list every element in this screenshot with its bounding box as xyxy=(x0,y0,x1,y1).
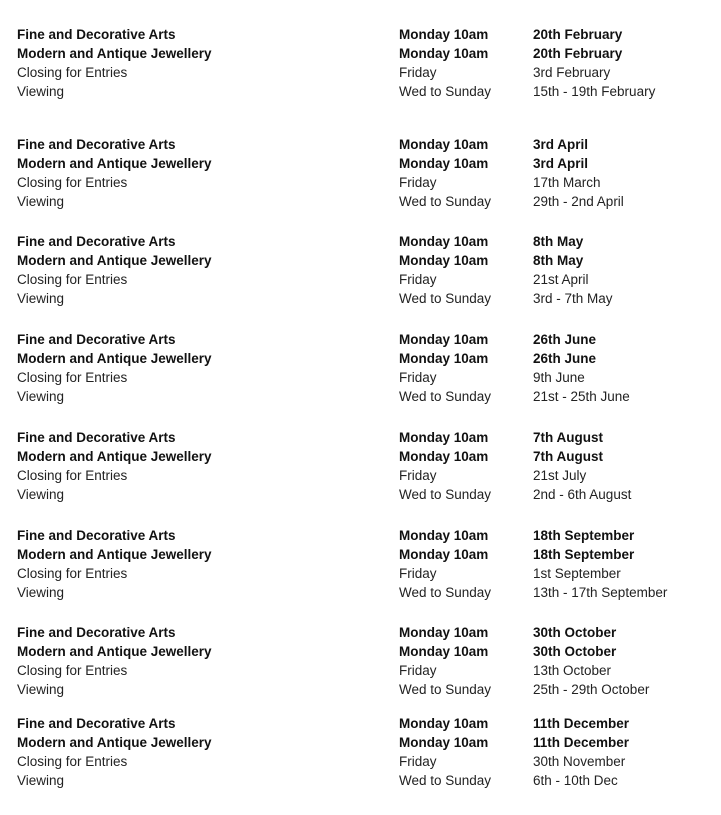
event-date: 21st April xyxy=(533,272,589,287)
event-label: Modern and Antique Jewellery xyxy=(17,449,212,464)
event-label: Viewing xyxy=(17,389,65,404)
event-label: Modern and Antique Jewellery xyxy=(17,735,212,750)
auction-block xyxy=(17,232,707,308)
event-date: 20th February xyxy=(533,46,623,61)
event-label: Modern and Antique Jewellery xyxy=(17,156,212,171)
fine-arts-sale-row xyxy=(17,25,707,44)
event-time: Friday xyxy=(399,663,437,678)
event-date: 8th May xyxy=(533,253,584,268)
auction-block xyxy=(17,526,707,602)
event-label: Fine and Decorative Arts xyxy=(17,234,176,249)
viewing-row xyxy=(17,680,707,699)
auction-block xyxy=(17,25,707,101)
event-date: 1st September xyxy=(533,566,621,581)
event-date: 30th October xyxy=(533,625,617,640)
event-date: 3rd April xyxy=(533,156,589,171)
event-time: Monday 10am xyxy=(399,46,489,61)
event-label: Modern and Antique Jewellery xyxy=(17,351,212,366)
event-date: 7th August xyxy=(533,430,603,445)
event-time: Monday 10am xyxy=(399,625,489,640)
event-label: Closing for Entries xyxy=(17,468,128,483)
event-time: Monday 10am xyxy=(399,430,489,445)
event-time: Monday 10am xyxy=(399,234,489,249)
event-date: 13th October xyxy=(533,663,612,678)
event-time: Monday 10am xyxy=(399,253,489,268)
event-time: Monday 10am xyxy=(399,716,489,731)
event-time: Friday xyxy=(399,175,437,190)
event-label: Fine and Decorative Arts xyxy=(17,625,176,640)
event-time: Wed to Sunday xyxy=(399,773,492,788)
jewellery-sale-row xyxy=(17,251,707,270)
event-date: 30th November xyxy=(533,754,626,769)
event-label: Viewing xyxy=(17,194,65,209)
event-time: Wed to Sunday xyxy=(399,682,492,697)
closing-entries-row xyxy=(17,752,707,771)
event-date: 18th September xyxy=(533,547,635,562)
event-date: 11th December xyxy=(533,735,630,750)
fine-arts-sale-row xyxy=(17,232,707,251)
event-label: Viewing xyxy=(17,84,65,99)
fine-arts-sale-row xyxy=(17,135,707,154)
event-time: Monday 10am xyxy=(399,137,489,152)
event-date: 3rd February xyxy=(533,65,611,80)
event-date: 11th December xyxy=(533,716,630,731)
closing-entries-row xyxy=(17,63,707,82)
event-label: Modern and Antique Jewellery xyxy=(17,644,212,659)
viewing-row xyxy=(17,771,707,790)
event-label: Closing for Entries xyxy=(17,175,128,190)
viewing-row xyxy=(17,82,707,101)
fine-arts-sale-row xyxy=(17,714,707,733)
event-date: 26th June xyxy=(533,351,597,366)
event-label: Fine and Decorative Arts xyxy=(17,332,176,347)
closing-entries-row xyxy=(17,173,707,192)
viewing-row xyxy=(17,583,707,602)
jewellery-sale-row xyxy=(17,447,707,466)
event-label: Fine and Decorative Arts xyxy=(17,716,176,731)
viewing-row xyxy=(17,387,707,406)
event-time: Friday xyxy=(399,468,437,483)
event-time: Friday xyxy=(399,272,437,287)
auction-block xyxy=(17,135,707,211)
jewellery-sale-row xyxy=(17,44,707,63)
event-date: 3rd April xyxy=(533,137,589,152)
viewing-row xyxy=(17,485,707,504)
event-label: Viewing xyxy=(17,291,65,306)
event-date: 9th June xyxy=(533,370,585,385)
event-label: Closing for Entries xyxy=(17,663,128,678)
event-time: Monday 10am xyxy=(399,547,489,562)
event-date: 7th August xyxy=(533,449,603,464)
event-label: Viewing xyxy=(17,773,65,788)
auction-block xyxy=(17,623,707,699)
closing-entries-row xyxy=(17,270,707,289)
jewellery-sale-row xyxy=(17,545,707,564)
event-label: Viewing xyxy=(17,585,65,600)
event-date: 3rd - 7th May xyxy=(533,291,613,306)
event-date: 15th - 19th February xyxy=(533,84,656,99)
fine-arts-sale-row xyxy=(17,526,707,545)
event-date: 2nd - 6th August xyxy=(533,487,632,502)
event-time: Wed to Sunday xyxy=(399,585,492,600)
fine-arts-sale-row xyxy=(17,428,707,447)
event-time: Monday 10am xyxy=(399,735,489,750)
viewing-row xyxy=(17,192,707,211)
event-date: 30th October xyxy=(533,644,617,659)
event-label: Closing for Entries xyxy=(17,754,128,769)
jewellery-sale-row xyxy=(17,349,707,368)
event-time: Monday 10am xyxy=(399,156,489,171)
event-time: Monday 10am xyxy=(399,332,489,347)
auction-block xyxy=(17,428,707,504)
fine-arts-sale-row xyxy=(17,330,707,349)
event-label: Closing for Entries xyxy=(17,272,128,287)
event-time: Monday 10am xyxy=(399,351,489,366)
event-date: 21st - 25th June xyxy=(533,389,630,404)
event-date: 8th May xyxy=(533,234,584,249)
event-label: Modern and Antique Jewellery xyxy=(17,46,212,61)
event-date: 25th - 29th October xyxy=(533,682,650,697)
event-label: Closing for Entries xyxy=(17,566,128,581)
closing-entries-row xyxy=(17,466,707,485)
event-time: Monday 10am xyxy=(399,27,489,42)
jewellery-sale-row xyxy=(17,154,707,173)
event-time: Wed to Sunday xyxy=(399,84,492,99)
event-time: Monday 10am xyxy=(399,449,489,464)
event-label: Fine and Decorative Arts xyxy=(17,137,176,152)
event-label: Viewing xyxy=(17,487,65,502)
event-label: Modern and Antique Jewellery xyxy=(17,547,212,562)
event-label: Closing for Entries xyxy=(17,370,128,385)
event-date: 26th June xyxy=(533,332,597,347)
closing-entries-row xyxy=(17,661,707,680)
event-label: Viewing xyxy=(17,682,65,697)
event-date: 29th - 2nd April xyxy=(533,194,624,209)
event-label: Fine and Decorative Arts xyxy=(17,27,176,42)
event-time: Monday 10am xyxy=(399,644,489,659)
viewing-row xyxy=(17,289,707,308)
closing-entries-row xyxy=(17,368,707,387)
event-time: Friday xyxy=(399,566,437,581)
event-time: Wed to Sunday xyxy=(399,194,492,209)
event-date: 21st July xyxy=(533,468,587,483)
event-date: 18th September xyxy=(533,528,635,543)
event-time: Wed to Sunday xyxy=(399,291,492,306)
event-label: Fine and Decorative Arts xyxy=(17,528,176,543)
event-time: Monday 10am xyxy=(399,528,489,543)
event-date: 17th March xyxy=(533,175,601,190)
event-time: Wed to Sunday xyxy=(399,389,492,404)
auction-block xyxy=(17,714,707,790)
event-date: 13th - 17th September xyxy=(533,585,668,600)
closing-entries-row xyxy=(17,564,707,583)
event-label: Fine and Decorative Arts xyxy=(17,430,176,445)
event-date: 20th February xyxy=(533,27,623,42)
jewellery-sale-row xyxy=(17,642,707,661)
jewellery-sale-row xyxy=(17,733,707,752)
event-label: Closing for Entries xyxy=(17,65,128,80)
event-date: 6th - 10th Dec xyxy=(533,773,618,788)
event-time: Friday xyxy=(399,65,437,80)
event-label: Modern and Antique Jewellery xyxy=(17,253,212,268)
event-time: Friday xyxy=(399,754,437,769)
event-time: Wed to Sunday xyxy=(399,487,492,502)
auction-block xyxy=(17,330,707,406)
event-time: Friday xyxy=(399,370,437,385)
fine-arts-sale-row xyxy=(17,623,707,642)
